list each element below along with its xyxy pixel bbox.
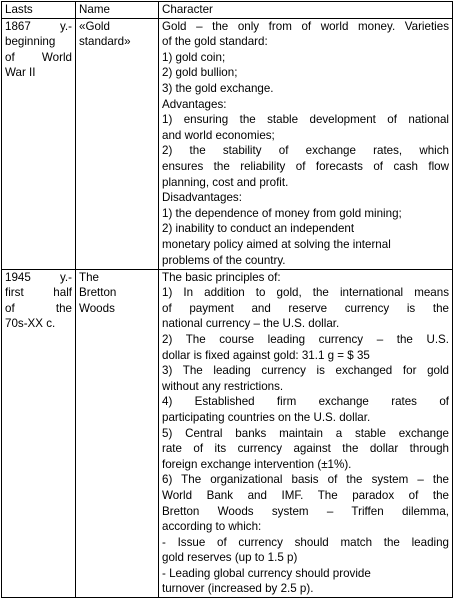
cell-character	[159, 18, 453, 269]
character-line: ensures the reliability of forecasts of cash flow	[162, 159, 449, 173]
character-line: The basic principles of:	[162, 270, 281, 284]
lasts-line: first half	[5, 286, 72, 300]
character-line: - Issue of currency should match the leading	[162, 535, 449, 549]
character-line: rate of its currency against the dollar through	[162, 442, 449, 456]
character-line: 1) the dependence of money from gold mining;	[162, 206, 402, 220]
character-line: Disadvantages:	[162, 191, 242, 205]
character-line: Gold – the only from of world money. Varieties	[162, 19, 449, 33]
character-line: participating countries on the U.S. dollar.	[162, 410, 371, 424]
character-line: 1) ensuring the stable development of national	[162, 113, 449, 127]
character-line: 1) In addition to gold, the international means	[162, 286, 449, 300]
character-line: 2) The course leading currency – the U.S.	[162, 332, 449, 346]
cell-lasts	[2, 269, 76, 597]
character-line: 3) the gold exchange.	[162, 81, 274, 95]
character-line: 4) Established firm exchange rates of	[162, 395, 449, 409]
character-line: planning, cost and profit.	[162, 175, 289, 189]
character-line: foreign exchange intervention (±1%).	[162, 457, 352, 471]
character-line: national currency – the U.S. dollar.	[162, 317, 340, 331]
character-line: dollar is fixed against gold: 31.1 g = $ 35	[162, 348, 370, 362]
character-line: 2) gold bullion;	[162, 66, 238, 80]
cell-name	[76, 269, 159, 597]
lasts-line: beginning	[5, 35, 56, 49]
header-character: Character	[159, 2, 453, 19]
character-line: problems of the country.	[162, 253, 286, 267]
name-line: The	[79, 270, 99, 284]
lasts-line: 70s-XX c.	[5, 317, 56, 331]
currency-systems-table	[1, 1, 453, 598]
character-line: World Bank and IMF. The paradox of the	[162, 488, 449, 502]
cell-name	[76, 18, 159, 269]
table-row	[2, 269, 453, 597]
character-line: 5) Central banks maintain a stable exchange	[162, 426, 449, 440]
character-line: 3) The leading currency is exchanged for gold	[162, 364, 449, 378]
lasts-line: 1867 y.-	[5, 19, 72, 33]
character-line: monetary policy aimed at solving the internal	[162, 237, 391, 251]
character-line: - Leading global currency should provide	[162, 566, 371, 580]
lasts-line: 1945 y.-	[5, 270, 72, 284]
name-line: Woods	[79, 301, 115, 315]
character-line: Bretton Woods system – Triffen dilemma,	[162, 504, 449, 518]
lasts-line: of World	[5, 50, 72, 64]
header-name: Name	[76, 2, 159, 19]
name-line: standard»	[79, 35, 131, 49]
character-line: and world economies;	[162, 128, 275, 142]
character-line: of the gold standard:	[162, 35, 268, 49]
character-line: of payment and reserve currency is the	[162, 301, 449, 315]
character-line: Advantages:	[162, 97, 227, 111]
character-line: without any restrictions.	[162, 379, 284, 393]
character-line: 2) the stability of exchange rates, which	[162, 144, 449, 158]
character-line: according to which:	[162, 520, 262, 534]
name-line: Bretton	[79, 286, 117, 300]
character-line: 1) gold coin;	[162, 50, 226, 64]
header-row	[2, 2, 453, 19]
character-line: gold reserves (up to 1.5 p)	[162, 551, 298, 565]
cell-lasts	[2, 18, 76, 269]
character-line: 2) inability to conduct an independent	[162, 222, 355, 236]
header-lasts: Lasts	[2, 2, 76, 19]
lasts-line: War II	[5, 66, 36, 80]
character-line: 6) The organizational basis of the system – the	[162, 473, 449, 487]
name-line: «Gold	[79, 19, 110, 33]
character-line: turnover (increased by 2.5 p).	[162, 582, 314, 596]
table-row	[2, 18, 453, 269]
cell-character	[159, 269, 453, 597]
lasts-line: of the	[5, 301, 72, 315]
